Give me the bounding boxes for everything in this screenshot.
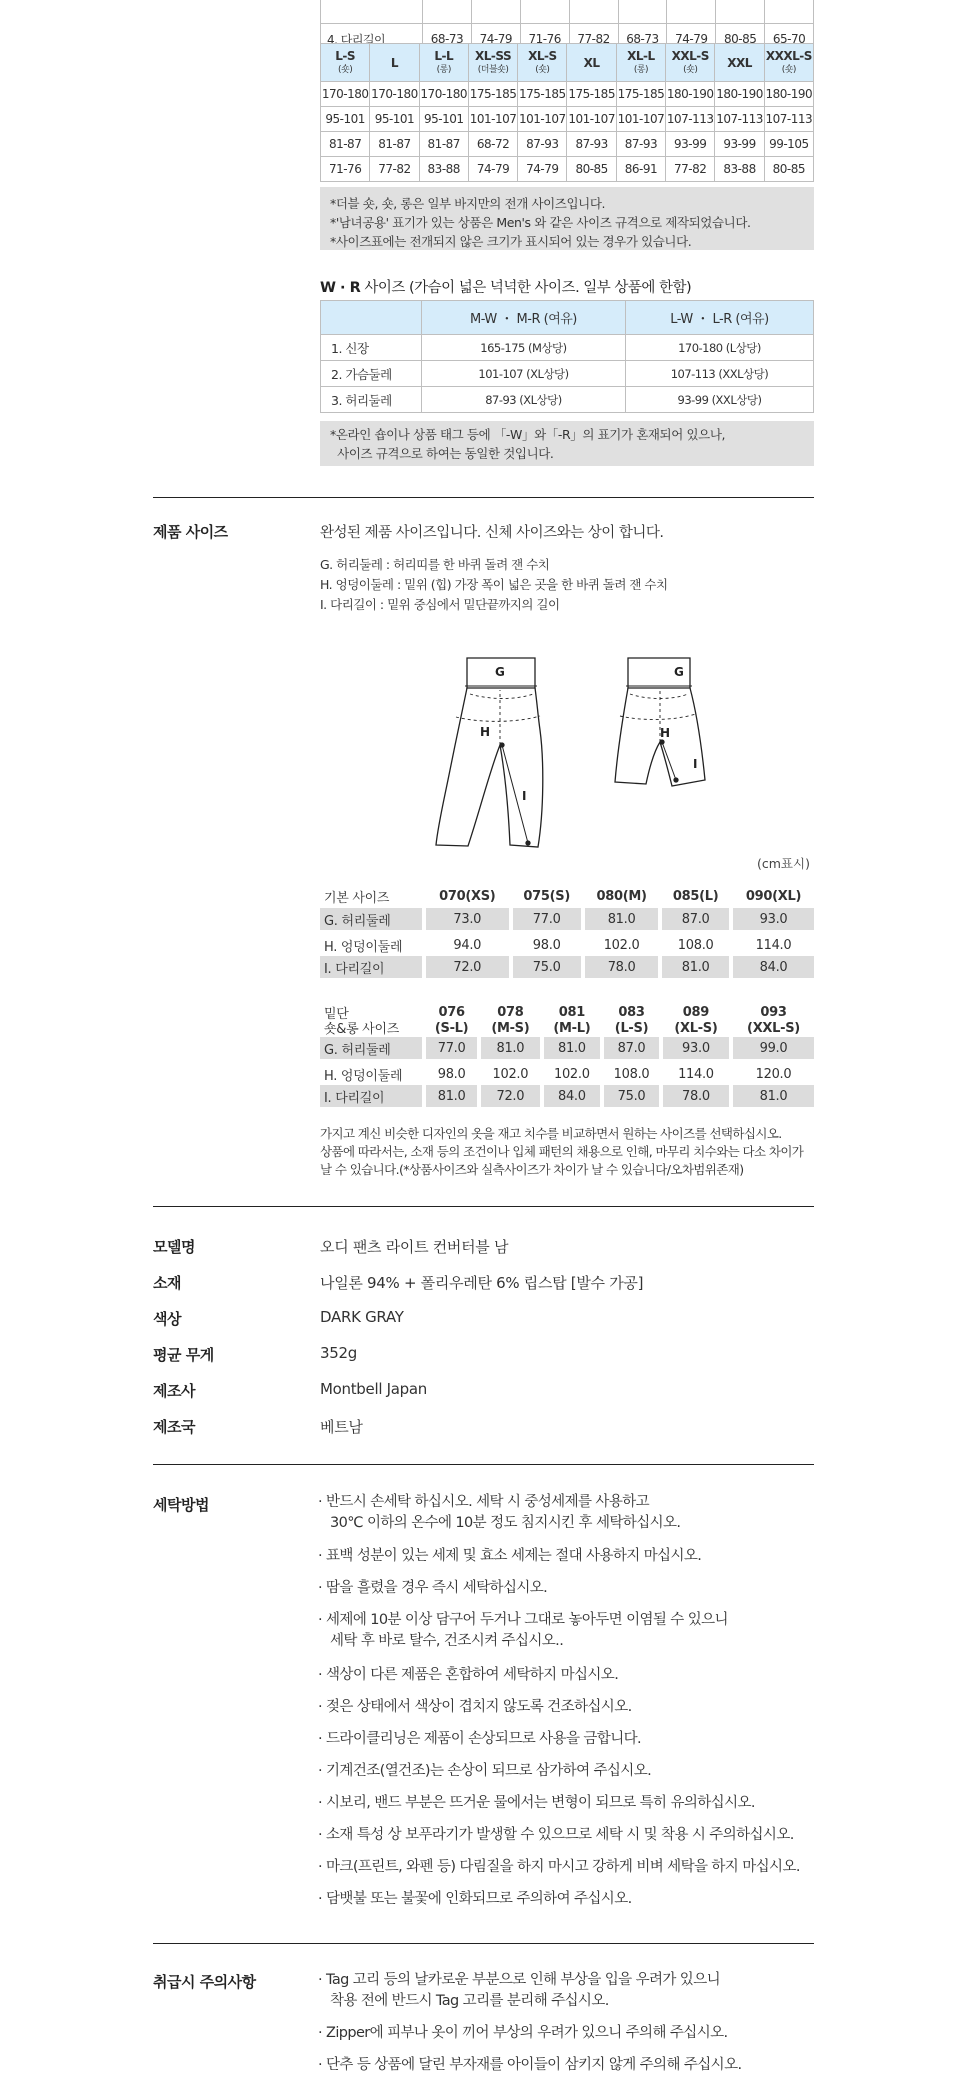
table-cell: 102.0 [492,1066,529,1082]
size-header: 081 (M-L) [553,1005,591,1036]
row-label: I. 다리길이 [320,1085,422,1109]
row-label: 3. 허리둘레 [321,387,422,413]
table-cell: 83-88 [715,157,764,182]
table-cell: 101-107 [616,107,665,132]
section-divider [153,1464,814,1465]
table-row [320,908,814,932]
size-header: 076 (S-L) [434,1005,469,1036]
washing-item: · 시보리, 밴드 부분은 뜨거운 물에서는 변형이 되므로 특히 유의하십시오. [318,1795,755,1811]
table-cell: 86-91 [616,157,665,182]
table-cell: 180-190 [764,82,813,107]
row-label: G. 허리둘레 [320,908,422,932]
spec-value-manufacturer: Montbell Japan [320,1380,427,1398]
table-cell: 175-185 [468,82,517,107]
washing-item: · 색상이 다른 제품은 혼합하여 세탁하지 마십시오. [318,1667,619,1683]
table-cell: 101-107 [567,107,616,132]
size-header: XXXL-S (숏) [764,44,813,82]
section-divider [153,1943,814,1944]
size-header: 089 (XL-S) [674,1005,718,1036]
table-cell: 114.0 [755,937,792,953]
wr-note [320,421,814,466]
size-header: 080(M) [596,888,647,904]
definition-line: G. 허리둘레 : 허리띠를 한 바퀴 돌려 잰 수치 [320,557,550,572]
table-cell: 80-85 [764,157,813,182]
table-cell: 84.0 [733,956,814,980]
table-cell: 99-105 [764,132,813,157]
table-cell: 74-79 [518,157,567,182]
table-cell: 107-113 [666,107,715,132]
label-i: I [693,757,698,771]
table-cell: 95-101 [370,107,419,132]
spec-value-weight: 352g [320,1344,357,1362]
section-label-product-size: 제품 사이즈 [153,523,228,541]
section-divider [153,497,814,498]
washing-item: · 드라이클리닝은 제품이 손상되므로 사용을 금합니다. [318,1731,642,1747]
table-cell: 75.0 [513,956,581,980]
table-cell: 87-93 [518,132,567,157]
measurement-table-basic [320,884,814,982]
table-cell: 107-113 [764,107,813,132]
table-cell: 81.0 [544,1037,601,1061]
table-cell: 78.0 [585,956,659,980]
table-row [321,0,814,24]
label-h: H [480,725,491,739]
section-divider [153,1206,814,1207]
size-note [320,187,814,250]
label-i: I [522,789,527,803]
table-cell: 93-99 [666,132,715,157]
washing-item: · 세제에 10분 이상 담구어 두거나 그대로 놓아두면 이염될 수 있으니 세탁 후 바로 탈수, 건조시켜 주십시오.. [318,1612,728,1649]
table-cell: 74-79 [667,24,716,55]
table-row [321,82,814,107]
note-line: 날 수 있습니다.(*상품사이즈와 실측사이즈가 차이가 날 수 있습니다/오차범위존재) [320,1162,744,1177]
section-label-caution: 취급시 주의사항 [153,1973,256,1991]
size-header: 093 (XXL-S) [747,1005,800,1036]
washing-item: · 소재 특성 상 보푸라기가 발생할 수 있으므로 세탁 시 및 착용 시 주의하십시오. [318,1827,794,1843]
table-cell: 77-82 [666,157,715,182]
size-header: XL-L (롱) [616,44,665,82]
definition-line: I. 다리길이 : 밑위 중심에서 밑단끝까지의 길이 [320,597,560,612]
table-cell: 101-107 (XL상당) [422,361,626,387]
table-cell: 93.0 [663,1037,729,1061]
table-cell: 108.0 [613,1066,650,1082]
table-cell: 71-76 [321,157,370,182]
table-row [321,361,814,387]
size-header: 070(XS) [439,888,496,904]
table-cell: 81.0 [733,1085,814,1109]
table-header-row [321,301,814,335]
table-cell: 68-72 [468,132,517,157]
note-line: *사이즈표에는 전개되지 않은 크기가 표시되어 있는 경우가 있습니다. [330,234,692,249]
table-cell: 81-87 [419,132,468,157]
row-label: H. 엉덩이둘레 [324,939,403,955]
washing-item: · 기계건조(열건조)는 손상이 되므로 삼가하여 주십시오. [318,1763,652,1779]
size-header: XL-SS (더블숏) [468,44,517,82]
caution-item: · 단추 등 상품에 달린 부자재를 아이들이 삼키지 않게 주의해 주십시오. [318,2057,742,2073]
washing-item: · 표백 성분이 있는 세제 및 효소 세제는 절대 사용하지 마십시오. [318,1548,702,1564]
table-header-row [321,44,814,82]
table-cell: 81-87 [370,132,419,157]
label-h: H [660,726,671,740]
table-cell: 68-73 [423,24,472,55]
table-cell: 80-85 [567,157,616,182]
table-cell: 87-93 [567,132,616,157]
table-row [321,387,814,413]
table-cell: 101-107 [468,107,517,132]
table-cell: 170-180 [370,82,419,107]
spec-label-model: 모델명 [153,1238,195,1256]
size-header: XXL [715,44,764,82]
size-header: 083 (L-S) [614,1005,649,1036]
size-header: 090(XL) [745,888,802,904]
caution-item: · Zipper에 피부나 옷이 끼어 부상의 우려가 있으니 주의해 주십시오. [318,2025,728,2041]
caution-item: · Tag 고리 등의 날카로운 부분으로 인해 부상을 입을 우려가 있으니 착용 전에 반드시 Tag 고리를 분리해 주십시오. [318,1972,721,2009]
table-cell: 81.0 [426,1085,477,1109]
product-size-intro: 완성된 제품 사이즈입니다. 신체 사이즈와는 상이 합니다. [320,525,664,541]
long-pants-diagram [436,658,543,847]
measurement-note [320,1125,820,1179]
table-cell: 120.0 [755,1066,792,1082]
row-label: 2. 가슴둘레 [321,361,422,387]
washing-item: · 반드시 손세탁 하십시오. 세탁 시 중성세제를 사용하고 30℃ 이하의 온수에 10분 정도 침지시킨 후 세탁하십시오. [318,1494,681,1531]
spec-label-manufacturer: 제조사 [153,1382,195,1400]
table-cell: 73.0 [426,908,509,932]
size-header: L-S (숏) [321,44,370,82]
wr-size-title: W · R 사이즈 (가슴이 넓은 넉넉한 사이즈. 일부 상품에 한함) [320,280,692,296]
table-cell: 75.0 [604,1085,659,1109]
spec-label-material: 소재 [153,1274,181,1292]
washing-item: · 젖은 상태에서 색상이 겹치지 않도록 건조하십시오. [318,1699,632,1715]
table-cell: 170-180 [419,82,468,107]
table-row [321,335,814,361]
table-cell: 165-175 (M상당) [422,335,626,361]
table-cell: 71-76 [520,24,569,55]
table-row [321,132,814,157]
size-header: L [370,44,419,82]
wr-header: L-W ・ L-R (여유) [625,301,813,335]
table-row [320,932,814,956]
row-label: 4. 다리길이 [321,24,423,55]
section-label-washing: 세탁방법 [153,1496,209,1514]
table-cell: 101-107 [518,107,567,132]
spec-value-material: 나일론 94% + 폴리우레탄 6% 립스탑 [발수 가공] [320,1274,644,1292]
table-cell: 81.0 [662,956,729,980]
note-line: *온라인 숍이나 상품 태그 등에 「-W」와「-R」의 표기가 혼재되어 있으나, [330,427,726,442]
table-cell: 81.0 [481,1037,539,1061]
table-cell: 68-73 [618,24,667,55]
table-cell: 98.0 [437,1066,466,1082]
table-cell: 107-113 (XXL상당) [625,361,813,387]
spec-value-model: 오디 팬츠 라이트 컨버터블 남 [320,1238,509,1256]
table-cell: 93-99 [715,132,764,157]
note-line: 상품에 따라서는, 소재 등의 조건이나 입체 패턴의 채용으로 인해, 마무리 치수와는 다소 차이가 [320,1144,804,1159]
table-cell: 170-180 [321,82,370,107]
table-cell: 93.0 [733,908,814,932]
table-cell: 77.0 [513,908,581,932]
wr-header: M-W ・ M-R (여유) [422,301,626,335]
note-line: 사이즈 규격으로 하여는 동일한 것입니다. [330,446,554,461]
pants-diagram [420,650,760,855]
table-row [320,1037,814,1061]
table-cell: 107-113 [715,107,764,132]
size-header: XXL-S (숏) [666,44,715,82]
table-cell: 94.0 [453,937,482,953]
table-cell: 175-185 [567,82,616,107]
table-cell: 180-190 [666,82,715,107]
spec-label-country: 제조국 [153,1418,195,1436]
header-label: 기본 사이즈 [324,890,390,906]
row-label: I. 다리길이 [320,956,422,980]
table-header-row [320,1005,814,1037]
spec-label-weight: 평균 무게 [153,1346,214,1364]
label-g: G [495,665,505,679]
table-cell: 175-185 [518,82,567,107]
washing-item: · 마크(프린트, 와펜 등) 다림질을 하지 마시고 강하게 비벼 세탁을 하지 마십시오. [318,1859,800,1875]
spec-label-color: 색상 [153,1310,181,1328]
table-cell: 77-82 [370,157,419,182]
wr-size-table [320,300,814,413]
table-cell: 99.0 [733,1037,814,1061]
table-cell: 80-85 [716,24,765,55]
table-cell: 81.0 [585,908,659,932]
size-header: 075(S) [523,888,570,904]
size-header: XL-S (숏) [518,44,567,82]
table-cell: 108.0 [677,937,714,953]
table-cell: 95-101 [419,107,468,132]
table-cell: 87.0 [662,908,729,932]
table-cell: 102.0 [603,937,640,953]
table-row [320,1061,814,1085]
washing-item: · 땀을 흘렸을 경우 즉시 세탁하십시오. [318,1580,548,1596]
table-cell: 87-93 (XL상당) [422,387,626,413]
table-row [321,107,814,132]
spec-value-country: 베트남 [320,1418,363,1436]
table-cell: 175-185 [616,82,665,107]
table-cell: 98.0 [532,937,561,953]
table-cell: 77.0 [426,1037,477,1061]
table-cell: 65-70 [765,24,814,55]
table-cell: 77-82 [569,24,618,55]
table-cell: 102.0 [553,1066,590,1082]
measurement-table-short-long [320,1005,814,1111]
measurement-definitions [320,555,668,615]
table-cell: 81-87 [321,132,370,157]
size-header: 078 (M-S) [491,1005,530,1036]
row-label: H. 엉덩이둘레 [324,1068,403,1084]
table-cell: 114.0 [678,1066,714,1082]
unit-label: (cm표시) [757,856,810,871]
size-header: 085(L) [672,888,719,904]
note-line: *더블 숏, 숏, 롱은 일부 바지만의 전개 사이즈입니다. [330,196,606,211]
label-g: G [674,665,684,679]
table-header-row [320,884,814,908]
table-cell: 87.0 [604,1037,659,1061]
table-row [320,1085,814,1109]
table-cell: 95-101 [321,107,370,132]
row-label: 1. 신장 [321,335,422,361]
table-row [321,157,814,182]
definition-line: H. 엉덩이둘레 : 밑위 (힙) 가장 폭이 넓은 곳을 한 바퀴 돌려 잰 수치 [320,577,668,592]
header-label: 밑단 숏&롱 사이즈 [324,1007,399,1037]
size-header: XL [567,44,616,82]
table-cell: 72.0 [426,956,509,980]
table-cell: 83-88 [419,157,468,182]
note-line: *'남녀공용' 표기가 있는 상품은 Men's 와 같은 사이즈 규격으로 제작되었습니다. [330,215,751,230]
washing-item: · 담뱃불 또는 불꽃에 인화되므로 주의하여 주십시오. [318,1891,632,1907]
table-cell: 74-79 [468,157,517,182]
table-cell: 180-190 [715,82,764,107]
size-header: L-L (롱) [419,44,468,82]
row-label: G. 허리둘레 [320,1037,422,1061]
spec-value-color: DARK GRAY [320,1308,404,1326]
table-cell: 84.0 [544,1085,601,1109]
table-cell: 170-180 (L상당) [625,335,813,361]
short-pants-diagram [615,658,705,786]
table-row [320,956,814,980]
table-cell: 72.0 [481,1085,539,1109]
size-table [320,43,814,182]
table-cell: 93-99 (XXL상당) [625,387,813,413]
table-cell: 87-93 [616,132,665,157]
table-cell: 74-79 [471,24,520,55]
note-line: 가지고 계신 비슷한 디자인의 옷을 재고 치수를 비교하면서 원하는 사이즈를 선택하십시오. [320,1126,782,1141]
table-cell: 78.0 [663,1085,729,1109]
